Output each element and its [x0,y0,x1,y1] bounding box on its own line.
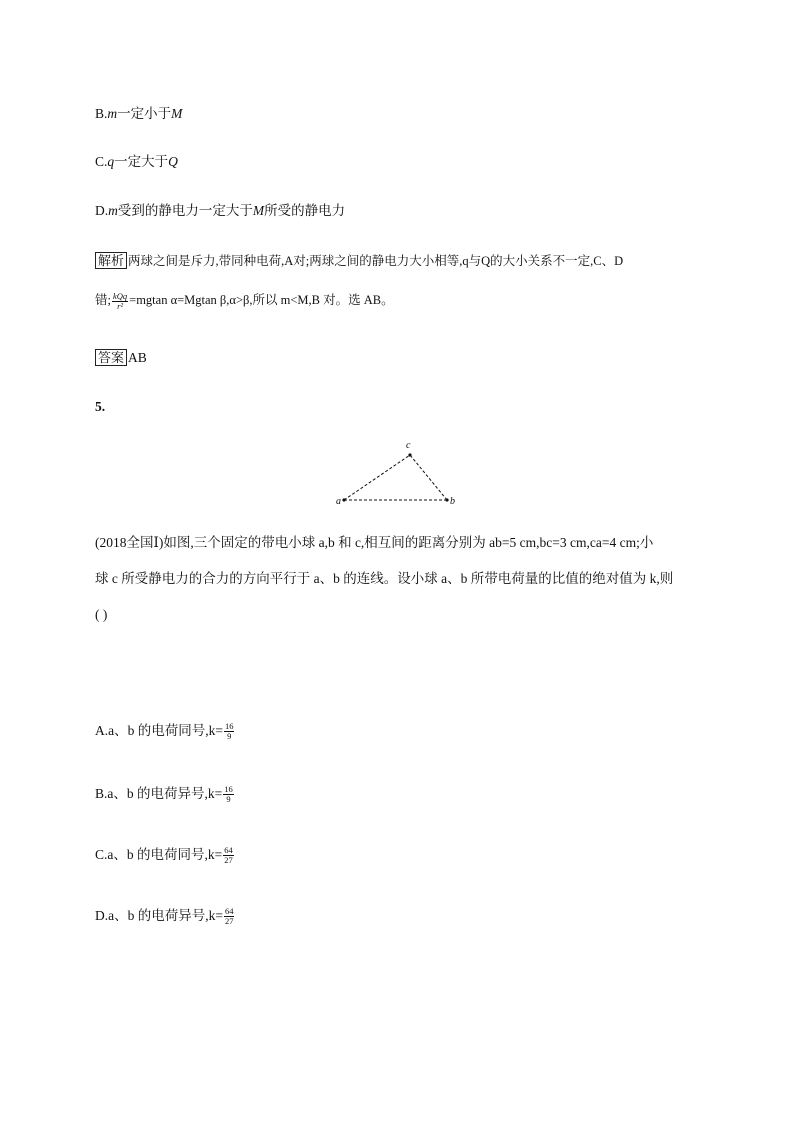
analysis-line-1: 解析 两球之间是斥力,带同种电荷,A对;两球之间的静电力大小相等,q与Q的大小关系不一定,C、D [95,252,623,270]
triangle-figure [330,436,470,511]
side-ac [344,455,410,500]
label-c: c [406,440,411,451]
option-q4-B: B.m一定小于M [95,106,183,121]
label-a: a [336,496,341,507]
option-q5-D: D.a、b 的电荷异号,k= $\frac{64}{27}$ [95,906,234,927]
option-q4-D: D.m受到的静电力一定大于M所受的静电力 [95,203,346,218]
question-5-stem-1: (2018全国Ⅰ)如图,三个固定的带电小球 a,b 和 c,相互间的距离分别为 ab=5 cm,bc=3 cm,ca=4 cm;小 [95,535,654,550]
answer-line [95,349,147,367]
question-5-stem-3: ( ) [95,607,108,622]
analysis-line-2: 错; $\frac{\text{kQq}}{\text{r²}}$ =mgtan α=Mgtan β,α>β,所以 m<M,B 对。选 AB。 [95,290,394,311]
side-bc [410,455,447,500]
option-q5-C: C.a、b 的电荷同号,k= $\frac{64}{27}$ [95,845,233,866]
answer-value: AB [128,350,147,365]
ball-a [342,498,345,501]
label-b: b [450,496,455,507]
answer-label: 答案 [95,349,127,366]
option-q4-C: C.q一定大于Q [95,154,178,169]
analysis-fraction: $\frac{\text{kQq}}{\text{r²}}$ [112,290,128,311]
question-5-stem-2: 球 c 所受静电力的合力的方向平行于 a、b 的连线。设小球 a、b 所带电荷量的比值的绝对值为 k,则 [95,571,674,586]
option-q5-A: A.a、b 的电荷同号,k= $\frac{16}{9}$ [95,721,234,742]
option-q5-B: B.a、b 的电荷异号,k= $\frac{16}{9}$ [95,784,233,805]
ball-b [445,498,448,501]
analysis-label: 解析 [95,252,127,269]
ball-c [408,453,411,456]
question-5-number: 5. [95,399,106,414]
